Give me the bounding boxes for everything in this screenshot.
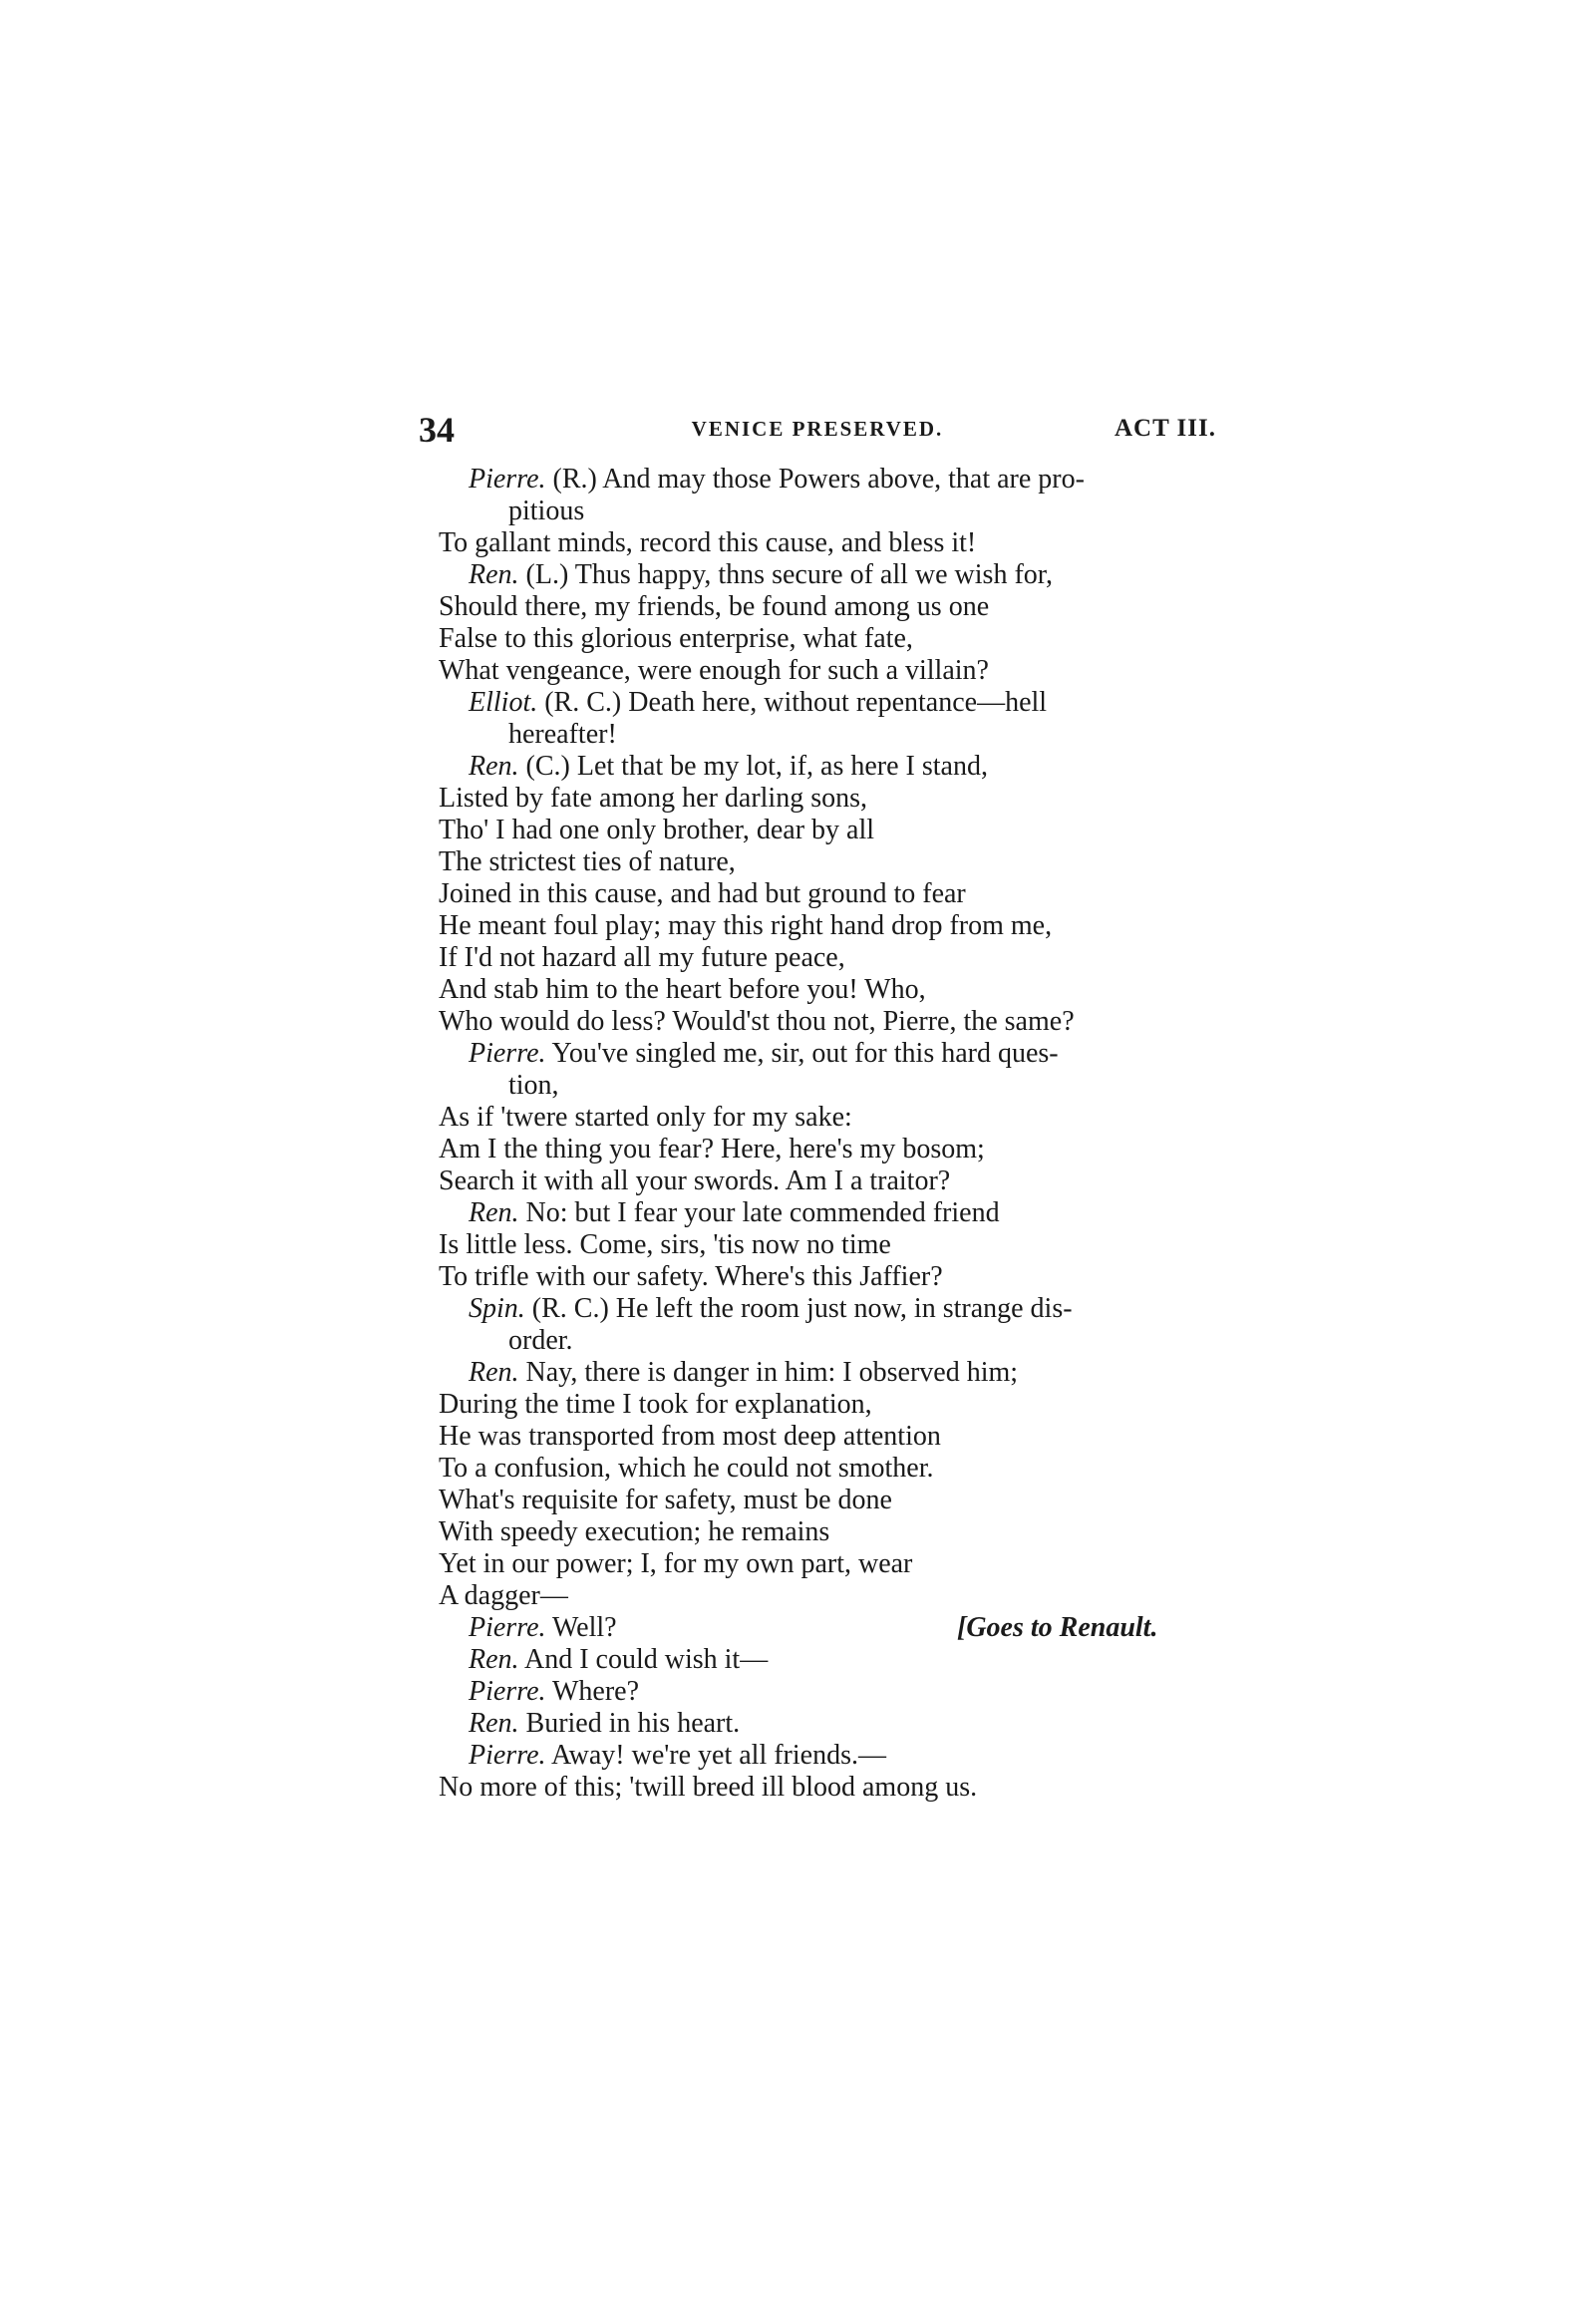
position-direction: (C.): [525, 751, 570, 782]
verse-line: [439, 1102, 1226, 1134]
speech-line: [439, 1676, 1226, 1708]
verse-line: [439, 942, 1226, 974]
line-text: He was transported from most deep attention: [439, 1421, 941, 1452]
line-text: Death here, without repentance—hell: [628, 687, 1048, 718]
line-text: And I could wish it—: [524, 1644, 769, 1675]
speech-line: [439, 1740, 1226, 1772]
speaker-name: Pierre.: [469, 1038, 546, 1069]
line-text: Well?: [552, 1612, 617, 1643]
line-text: Thus happy, thns secure of all we wish for,: [574, 559, 1053, 590]
line-text: To gallant minds, record this cause, and bless it!: [439, 527, 977, 558]
continuation-line: [439, 496, 1226, 527]
speaker-name: Pierre.: [469, 1612, 546, 1643]
verse-line: [439, 910, 1226, 942]
speaker-name: Ren.: [469, 1357, 519, 1388]
verse-line: [439, 783, 1226, 815]
line-text: order.: [508, 1325, 573, 1356]
verse-line: [439, 974, 1226, 1006]
line-text: pitious: [508, 496, 585, 526]
speech-line: [439, 1293, 1226, 1325]
speech-line: [439, 1708, 1226, 1740]
line-text: What vengeance, were enough for such a villain?: [439, 655, 989, 686]
line-text: Tho' I had one only brother, dear by all: [439, 815, 875, 845]
line-text: Should there, my friends, be found among us one: [439, 591, 990, 622]
line-text: No more of this; 'twill breed ill blood among us.: [439, 1772, 978, 1803]
verse-line: [439, 846, 1226, 878]
speech-line: [439, 751, 1226, 783]
line-text: Listed by fate among her darling sons,: [439, 783, 868, 814]
line-text: Search it with all your swords. Am I a traitor?: [439, 1165, 951, 1196]
verse-line: [439, 591, 1226, 623]
line-text: The strictest ties of nature,: [439, 846, 736, 877]
verse-line: [439, 1548, 1226, 1580]
speech-line: [439, 464, 1226, 496]
line-text: He meant foul play; may this right hand drop from me,: [439, 910, 1053, 941]
continuation-line: [439, 1325, 1226, 1357]
speaker-name: Pierre.: [469, 1676, 546, 1707]
line-text: And may those Powers above, that are pro-: [602, 464, 1085, 495]
line-text: Joined in this cause, and had but ground to fear: [439, 878, 966, 909]
verse-line: [439, 1229, 1226, 1261]
speaker-name: Spin.: [469, 1293, 525, 1324]
running-header: [419, 409, 1216, 459]
line-text: Nay, there is danger in him: I observed him;: [525, 1357, 1019, 1388]
verse-line: [439, 815, 1226, 846]
line-text: What's requisite for safety, must be done: [439, 1485, 892, 1515]
verse-line: [439, 1006, 1226, 1038]
speech-line: [439, 1644, 1226, 1676]
speaker-name: Pierre.: [469, 1740, 546, 1771]
position-direction: (R. C.): [531, 1293, 609, 1324]
verse-line: [439, 1261, 1226, 1293]
verse-line: [439, 655, 1226, 687]
verse-line: [439, 1134, 1226, 1165]
line-text: You've singled me, sir, out for this hard ques-: [551, 1038, 1059, 1069]
verse-line: [439, 1485, 1226, 1516]
verse-line: [439, 527, 1226, 559]
speaker-name: Elliot.: [469, 687, 538, 718]
play-text: [439, 464, 1226, 1804]
speech-line: [439, 687, 1226, 719]
verse-line: [439, 1516, 1226, 1548]
line-text: If I'd not hazard all my future peace,: [439, 942, 845, 973]
speaker-name: Ren.: [469, 1644, 519, 1675]
verse-line: [439, 1389, 1226, 1421]
speaker-name: Ren.: [469, 1197, 519, 1228]
line-text: hereafter!: [508, 719, 617, 750]
continuation-line: [439, 1070, 1226, 1102]
line-text: tion,: [508, 1070, 559, 1101]
position-direction: (L.): [525, 559, 569, 590]
speaker-name: Ren.: [469, 751, 519, 782]
line-text: Away! we're yet all friends.—: [550, 1740, 886, 1771]
speaker-name: Ren.: [469, 1708, 519, 1739]
line-text: With speedy execution; he remains: [439, 1516, 830, 1547]
act-label: ACT III.: [1114, 415, 1216, 442]
verse-line: [439, 878, 1226, 910]
speech-line: [439, 1612, 1226, 1644]
verse-line: [439, 1165, 1226, 1197]
speaker-name: Pierre.: [469, 464, 546, 495]
line-text: To trifle with our safety. Where's this Jaffier?: [439, 1261, 943, 1292]
verse-line: [439, 1580, 1226, 1612]
page-number: 34: [419, 410, 455, 450]
speech-line: [439, 559, 1226, 591]
line-text: And stab him to the heart before you! Who,: [439, 974, 926, 1005]
line-text: Buried in his heart.: [525, 1708, 741, 1739]
position-direction: (R. C.): [544, 687, 622, 718]
verse-line: [439, 1453, 1226, 1485]
continuation-line: [439, 719, 1226, 751]
position-direction: (R.): [552, 464, 597, 495]
running-title: VENICE PRESERVED.: [691, 417, 944, 441]
line-text: Who would do less? Would'st thou not, Pierre, the same?: [439, 1006, 1075, 1037]
verse-line: [439, 623, 1226, 655]
speaker-name: Ren.: [469, 559, 519, 590]
line-text: No: but I fear your late commended friend: [525, 1197, 1000, 1228]
verse-line: [439, 1772, 1226, 1804]
line-text: Is little less. Come, sirs, 'tis now no time: [439, 1229, 891, 1260]
line-text: Where?: [552, 1676, 640, 1707]
line-text: False to this glorious enterprise, what fate,: [439, 623, 913, 654]
line-text: Let that be my lot, if, as here I stand,: [576, 751, 988, 782]
line-text: During the time I took for explanation,: [439, 1389, 872, 1420]
verse-line: [439, 1421, 1226, 1453]
line-text: To a confusion, which he could not smother.: [439, 1453, 934, 1484]
line-text: A dagger—: [439, 1580, 568, 1611]
line-text: As if 'twere started only for my sake:: [439, 1102, 852, 1133]
speech-line: [439, 1357, 1226, 1389]
line-text: He left the room just now, in strange dis-: [615, 1293, 1073, 1324]
stage-direction: [Goes to Renault.: [957, 1612, 1158, 1643]
speech-line: [439, 1197, 1226, 1229]
line-text: Yet in our power; I, for my own part, wear: [439, 1548, 913, 1579]
line-text: Am I the thing you fear? Here, here's my bosom;: [439, 1134, 985, 1164]
speech-line: [439, 1038, 1226, 1070]
